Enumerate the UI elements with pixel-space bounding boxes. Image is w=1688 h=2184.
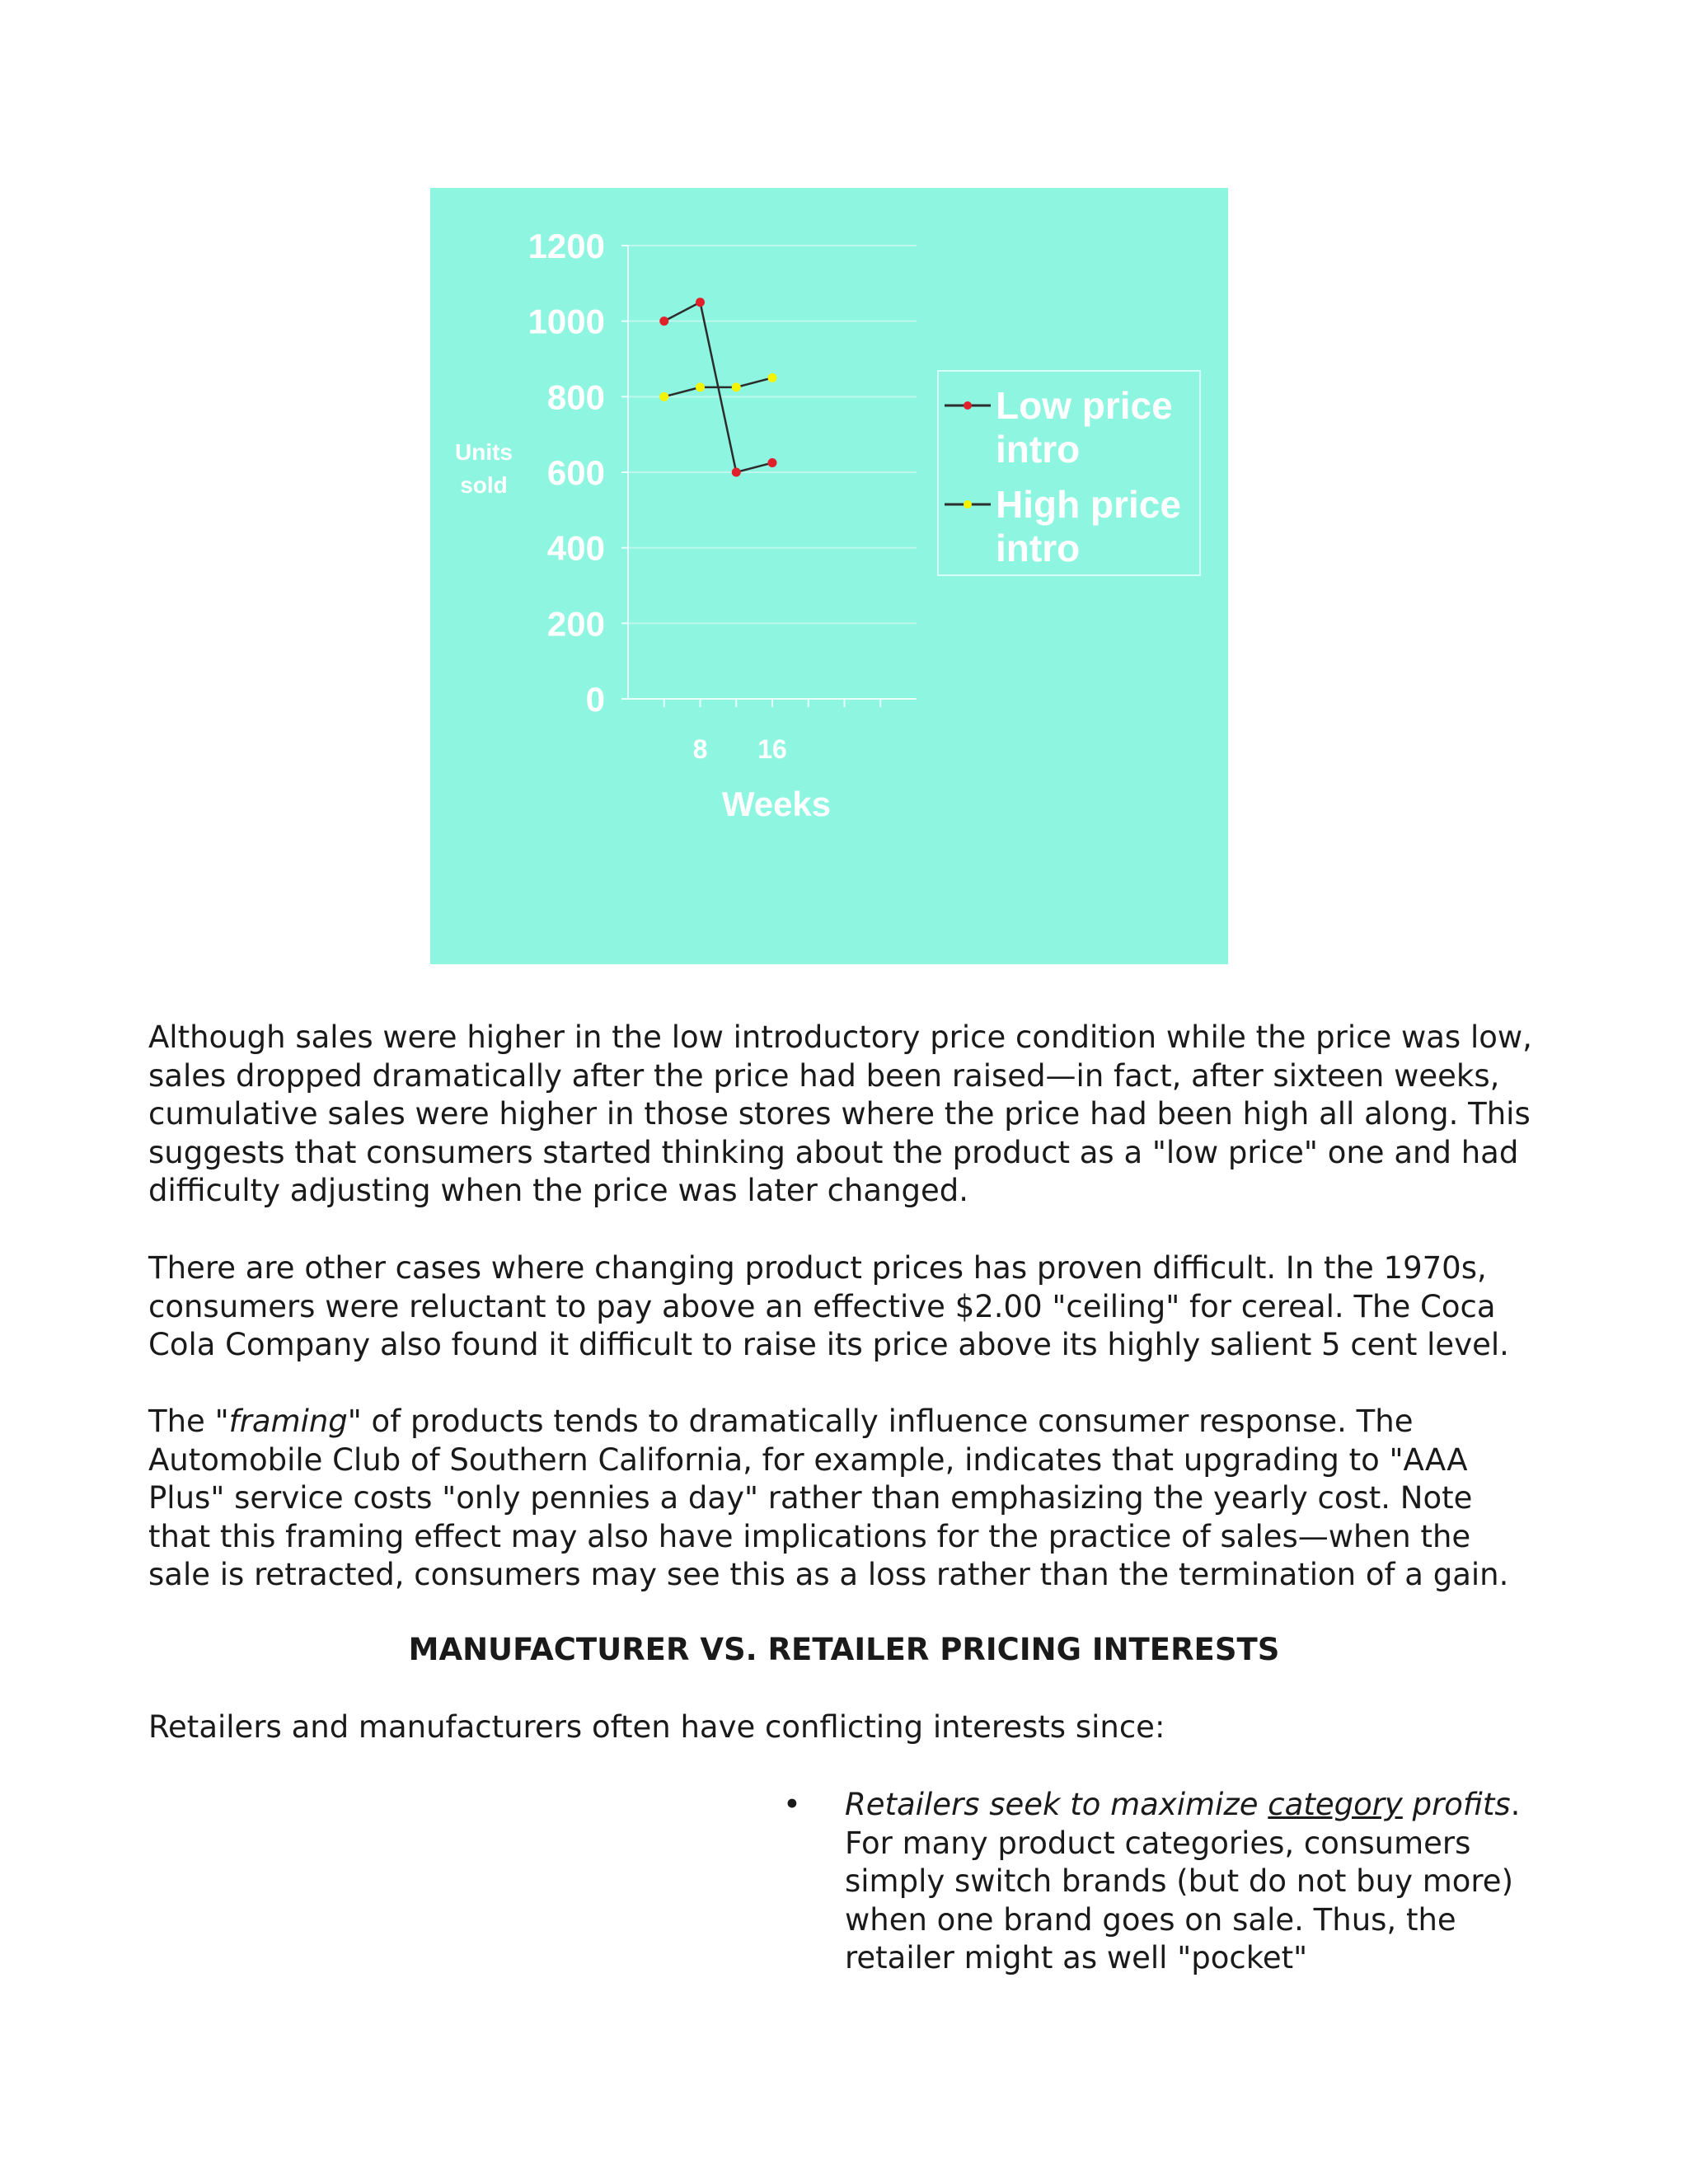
y-axis-title-line1: Units (455, 439, 513, 465)
data-point-1-3 (768, 373, 777, 382)
series-line-1 (664, 377, 772, 396)
legend-marker-high (964, 500, 972, 509)
y-axis-title-line2: sold (460, 472, 508, 498)
y-tick-label-1200: 1200 (528, 227, 605, 265)
line-chart (430, 188, 1228, 964)
legend-label-low-line2: intro (996, 428, 1081, 471)
y-tick-label-400: 400 (546, 528, 605, 568)
legend-label-high-line1: High price (996, 483, 1181, 526)
x-tick-label-8: 8 (692, 734, 708, 764)
legend-marker-low (964, 401, 972, 410)
legend (938, 371, 1200, 575)
y-tick-label-600: 600 (546, 453, 605, 492)
data-point-0-2 (732, 468, 741, 477)
x-axis-title: Weeks (721, 785, 832, 823)
paragraph-framing (148, 1403, 1541, 1595)
framing-text-a: The " (148, 1404, 229, 1439)
data-point-1-1 (696, 382, 705, 391)
data-point-0-0 (659, 316, 668, 326)
data-point-0-1 (696, 298, 705, 307)
x-tick-label-16: 16 (757, 734, 787, 764)
legend-label-low-line1: Low price (996, 384, 1173, 427)
legend-label-high-line2: intro (996, 527, 1081, 569)
bullet-dot-icon: • (783, 1787, 801, 1822)
section-heading: MANUFACTURER VS. RETAILER PRICING INTERESTS (408, 1632, 1280, 1667)
category-link[interactable]: category (1268, 1787, 1403, 1822)
list-item (783, 1786, 1550, 1978)
framing-term: framing (228, 1404, 348, 1439)
bullet-list (783, 1786, 1550, 1978)
y-tick-label-0: 0 (585, 680, 605, 719)
y-tick-label-800: 800 (546, 377, 605, 417)
paragraph-price-ceiling: There are other cases where changing product prices has proven difficult. In the 1970s, consumers were reluctant to pay above an effective $2.00 "ceiling" for cereal. The Coca Cola Company also found it difficult to raise its price above its highly salient 5 cent level. (148, 1250, 1509, 1362)
data-point-1-2 (732, 382, 741, 391)
bullet-body: . For many product categories, consumers simply switch brands (but do not buy more) when one brand goes on sale. Thus, the retailer might as well "pocket" (845, 1787, 1521, 1975)
y-tick-label-200: 200 (546, 604, 605, 644)
framing-text-b: " of products tends to dramatically influence consumer response. The Automobile Club of Southern California, for example, indicates that upgrading to "AAA Plus" service costs "only pennies a day" rather than emphasizing the yearly cost. Note that this framing effect may also have implications for the practice of sales—when the sale is retracted, consumers may see this as a loss rather than the termination of a gain. (148, 1404, 1509, 1592)
y-tick-label-1000: 1000 (528, 302, 605, 341)
chart-panel (430, 188, 1228, 964)
paragraph-low-intro-price: Although sales were higher in the low introductory price condition while the price was low, sales dropped dramatically after the price had been raised—in fact, after sixteen weeks, cumulative sales were higher in those stores where the price had been high all along. This suggests that consumers started thinking about the product as a "low price" one and had difficulty adjusting when the price was later changed. (148, 1019, 1532, 1208)
bullet-lead-a: Retailers seek to maximize (845, 1787, 1268, 1822)
data-point-1-0 (659, 392, 668, 401)
data-point-0-3 (768, 458, 777, 467)
paragraph-conflicting-interests: Retailers and manufacturers often have conflicting interests since: (148, 1709, 1165, 1745)
bullet-lead-b: profits (1402, 1787, 1511, 1822)
